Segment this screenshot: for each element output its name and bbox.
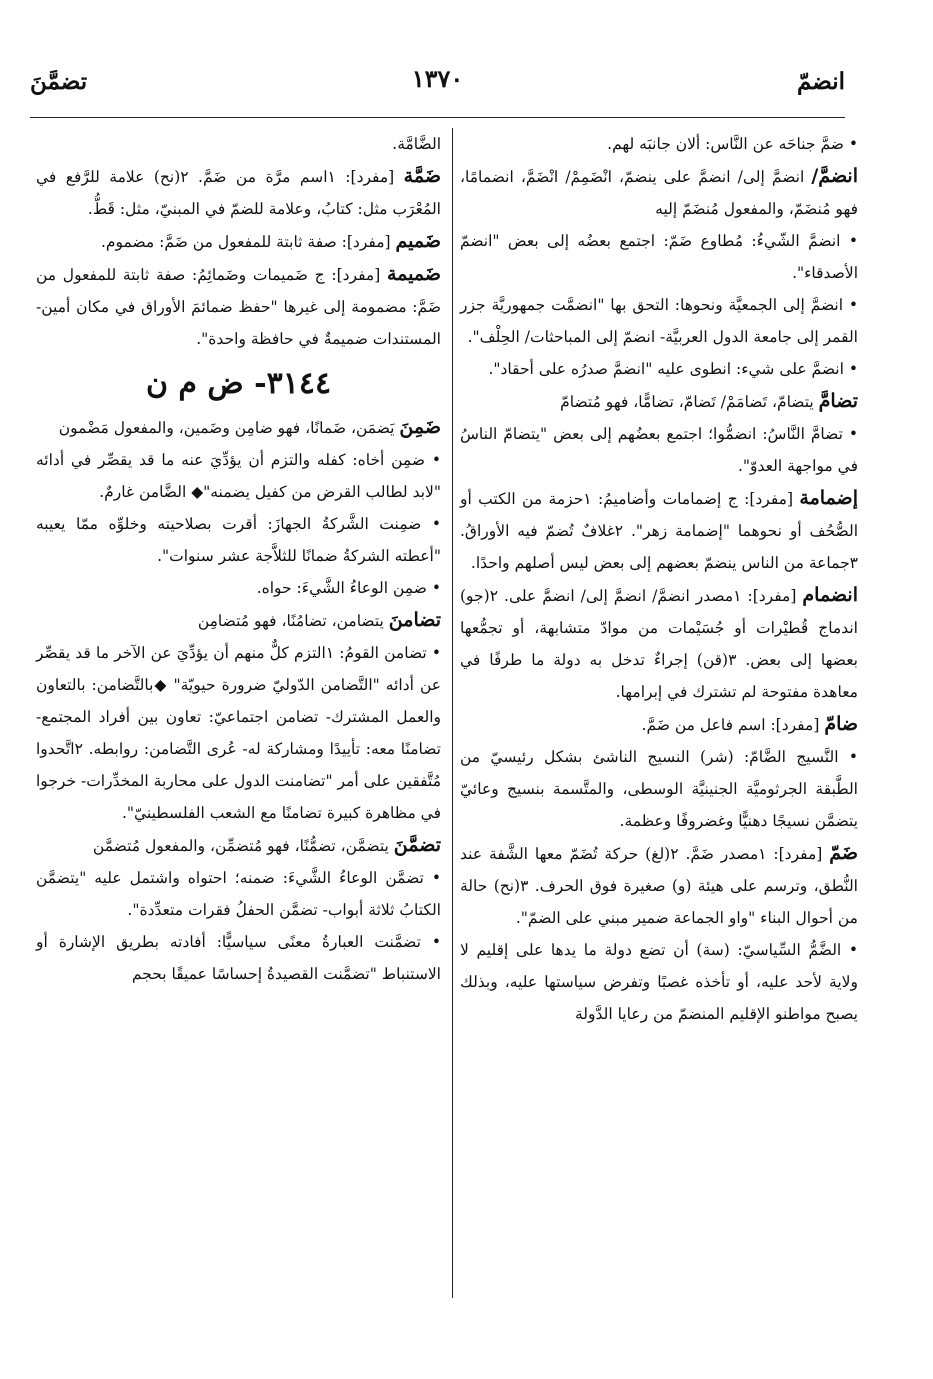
page-header bbox=[30, 58, 845, 108]
headword-entry: إضمامة [مفرد]: ج إضمامات وأضاميمُ: ١حزمة من الكتب أو الصُّحُف أو نحوهما "إضمامة زهر". ٢غلافٌ تُضمّ فيه الأوراقُ. ٣جماعة من الناس ينضمّ بعضهم إلى بعض ليس أصلهم واحدًا. bbox=[460, 487, 858, 572]
sense-entry: • ضمَّ جناحَه عن النَّاس: ألان جانبَه لهم. bbox=[607, 135, 858, 153]
headword: انضمَّ/ bbox=[811, 165, 858, 187]
headword-entry: تضامَّ يتضامّ، تَضامَمْ/ تَضامّ، تضامًّا، فهو مُتضامّ bbox=[560, 390, 858, 412]
headword-entry: تضامنَ يتضامن، تضامُنًا، فهو مُتضامِن bbox=[197, 609, 441, 631]
headword: إضمامة bbox=[799, 487, 858, 509]
root-heading: ٣١٤٤- ض م ن bbox=[145, 366, 332, 401]
headword-entry: ضَمَّة [مفرد]: ١اسم مرَّة من ضَمَّ. ٢(نح) علامة للرَّفع في المُعْرَب مثل: كتابُ، وعلامة للضمّ في المبنيّ، مثل: قَطُّ. bbox=[36, 165, 441, 218]
headword: ضَمّ bbox=[829, 842, 858, 864]
headword-entry: ضَميم [مفرد]: صفة ثابتة للمفعول من ضَمَّ: مضموم. bbox=[101, 230, 441, 252]
sense-entry: • انضمَّ الشّيءُ: مُطاوع ضَمّ: اجتمع بعضُه إلى بعض "انضمّ الأصدقاء". bbox=[460, 232, 858, 282]
sense-entry: • تضمَّن الوعاءُ الشَّيءَ: ضمنه؛ احتواه واشتمل عليه "يتضمَّن الكتابُ ثلاثة أبواب- تضمَّن الحفلُ فقرات متعدِّدة". bbox=[36, 869, 441, 919]
headword: ضَميمة bbox=[386, 263, 441, 285]
headword-entry: ضامّ [مفرد]: اسم فاعل من ضَمَّ. bbox=[641, 713, 858, 735]
headword-entry: ضَمّ [مفرد]: ١مصدر ضَمَّ. ٢(لغ) حركة تُضَمّ معها الشَّفة عند النُّطق، وترسم على هيئة (و) صغيرة فوق الحرف. ٣(نح) حالة من أحوال البناء "واو الجماعة ضمير مبني على الضمّ". bbox=[460, 842, 858, 927]
sense-entry: • ضمِن أخاه: كفله والتزم أن يؤدِّيَ عنه ما قد يقصِّر في أدائه "لابد لطالب القرض من كفيل يضمنه"◆ الضَّامن غارمٌ. bbox=[36, 451, 441, 501]
headword-entry: انضمَّ/ انضمَّ إلى/ انضمَّ على ينضمّ، انْضَمِمْ/ انْضَمَّ، انضمامًا، فهو مُنضَمّ، والمفعول مُنضَمّ إليه bbox=[460, 165, 858, 218]
sense-entry: • تضامَّ النَّاسُ: انضمُّوا؛ اجتمع بعضُهم إلى بعض "يتضامّ الناسُ في مواجهة العدوّ". bbox=[460, 425, 858, 475]
sense-entry: • تضمَّنت العبارةُ معنًى سياسيًّا: أفادته بطريق الإشارة أو الاستنباط "تضمَّنت القصيدةُ إحساسًا عميقًا بحجم bbox=[36, 933, 441, 983]
header-rule bbox=[30, 117, 845, 118]
headword-entry: ضَمِنَ يَضمَن، ضَمانًا، فهو ضامِن وضَمين، والمفعول مَضْمون bbox=[58, 416, 441, 438]
sense-entry: • الضَّمُّ السِّياسيّ: (سة) أن تضع دولة ما يدها على إقليم لا ولاية لأحد عليه، أو تأخذه غصبًا وتفرض سياستها عليه، وبذلك يصبح مواطنو الإقليم المنضمّ من رعايا الدَّولة bbox=[460, 941, 858, 1023]
column-divider bbox=[452, 128, 453, 1298]
headword: تضمَّنَ bbox=[393, 834, 441, 856]
headword: ضَمِنَ bbox=[399, 416, 441, 438]
headword-entry: ضَميمة [مفرد]: ج ضَميمات وضَمائِمُ: صفة ثابتة للمفعول من ضَمَّ: مضمومة إلى غيرها "حفظ ضمائمَ الأوراق في مكان أمين- المستندات ضميمةٌ في حافظة واحدة". bbox=[36, 263, 441, 348]
headword: تضامنَ bbox=[388, 609, 441, 631]
sense-entry: • تضامن القومُ: ١التزم كلٌّ منهم أن يؤدِّيَ عن الآخر ما قد يقصِّر عن أدائه "التَّضامن الدّوليّ ضرورة حيويّة" ◆بالتَّضامن: بالتعاون والعمل المشترك- تضامن اجتماعيّ: تعاون بين أفراد المجتمع- تضامنًا معه: تأييدًا ومشاركة له- عُرى التَّضامن: روابطه. ٢اتَّحدوا مُتَّفقين على أمر "تضامنت الدول على محاربة المخدِّرات- خرجوا في مظاهرة كبيرة تضامنًا مع الشعب الفلسطينيّ". bbox=[36, 644, 441, 822]
sense-entry: • النَّسيج الضَّامّ: (شر) النسيج الناشئ بشكل رئيسيّ من الطَّبقة الجرثوميَّة الجنينيَّة الوسطى، والمتَّسمة بنسيج وعائيّ يتضمَّن نسيجًا دهنيًّا وغضروفًا وعظمة. bbox=[460, 748, 858, 830]
sense-entry: • انضمَّ إلى الجمعيَّة ونحوها: التحق بها "انضمَّت جمهوريَّة جزر القمر إلى جامعة الدول العربيَّة- انضمّ إلى المباحثات/ الحِلْف". bbox=[460, 296, 858, 346]
headword: ضَميم bbox=[395, 230, 441, 252]
headword: تضامَّ bbox=[818, 390, 858, 412]
headword: انضمام bbox=[802, 584, 858, 606]
headword-entry: انضمام [مفرد]: ١مصدر انضمَّ/ انضمَّ إلى/ انضمَّ على. ٢(جو) اندماج قُطيْرات أو جُسَيْمات من موادّ متشابهة، أو تجمُّعها بعضها إلى بعض. ٣(قن) إجراءٌ تدخل به دولة ما طرفًا في معاهدة مفتوحة لم تشترك في إبرامها. bbox=[460, 584, 858, 701]
sense-entry: • ضمِن الوعاءُ الشَّيءَ: حواه. bbox=[256, 579, 441, 597]
page-number: ١٣٧٠ bbox=[411, 64, 464, 93]
sense-entry: الضَّامَّة. bbox=[392, 135, 441, 153]
guide-word-last: تضمَّنَ bbox=[30, 68, 88, 95]
left-column bbox=[36, 128, 441, 990]
sense-entry: • انضمَّ على شيء: انطوى عليه "انضمَّ صدرُه على أحقاد". bbox=[488, 360, 858, 378]
headword-entry: تضمَّنَ يتضمَّن، تضمُّنًا، فهو مُتضمِّن، والمفعول مُتضمَّن bbox=[92, 834, 441, 856]
guide-word-first: انضمّ bbox=[796, 68, 845, 95]
right-column bbox=[460, 128, 858, 1030]
headword: ضامّ bbox=[824, 713, 858, 735]
sense-entry: • ضمِنت الشَّركةُ الجهازَ: أقرت بصلاحيته وخلوِّه ممّا يعيبه "أعطته الشركةُ ضمانًا للثلاَّجة عشر سنوات". bbox=[36, 515, 441, 565]
headword: ضَمَّة bbox=[403, 165, 441, 187]
